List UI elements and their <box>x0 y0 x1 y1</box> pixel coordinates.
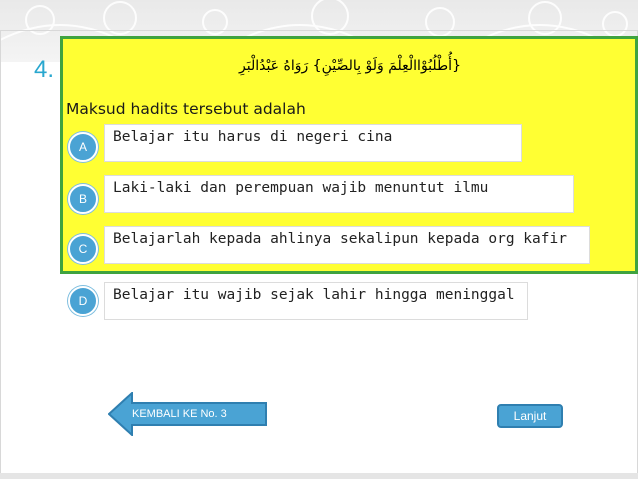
option-b-badge[interactable] <box>68 184 98 214</box>
option-b-button[interactable] <box>104 175 574 213</box>
back-to-question-3-button[interactable] <box>108 392 268 436</box>
next-button-label: Lanjut <box>513 409 547 423</box>
option-d-text: Belajar itu wajib sejak lahir hingga meninggal <box>113 287 515 303</box>
option-a-badge[interactable] <box>68 132 98 162</box>
option-c-button[interactable] <box>104 226 590 264</box>
footer-strip <box>0 473 638 479</box>
back-button-label: KEMBALI KE No. 3 <box>132 408 227 420</box>
option-b-letter: B <box>78 192 87 206</box>
option-a-button[interactable] <box>104 124 522 162</box>
question-prompt: Maksud hadits tersebut adalah <box>66 100 306 118</box>
option-d-letter: D <box>78 294 88 308</box>
option-c-badge[interactable] <box>68 234 98 264</box>
option-a-text: Belajar itu harus di negeri cina <box>113 129 393 145</box>
option-d-button[interactable] <box>104 282 528 320</box>
hadith-arabic-text: {أُطْلُبُوْاالْعِلْمَ وَلَوْ بِالصِّيْنِ} رَوَاهُ عَبْدُالْبَرِ <box>239 58 461 74</box>
question-number: 4. <box>34 56 55 83</box>
next-button[interactable] <box>497 404 563 428</box>
option-d-badge[interactable] <box>68 286 98 316</box>
option-a-letter: A <box>78 140 87 154</box>
option-c-letter: C <box>78 242 88 256</box>
option-c-text: Belajarlah kepada ahlinya sekalipun kepada org kafir <box>113 231 567 247</box>
option-b-text: Laki-laki dan perempuan wajib menuntut ilmu <box>113 180 489 196</box>
